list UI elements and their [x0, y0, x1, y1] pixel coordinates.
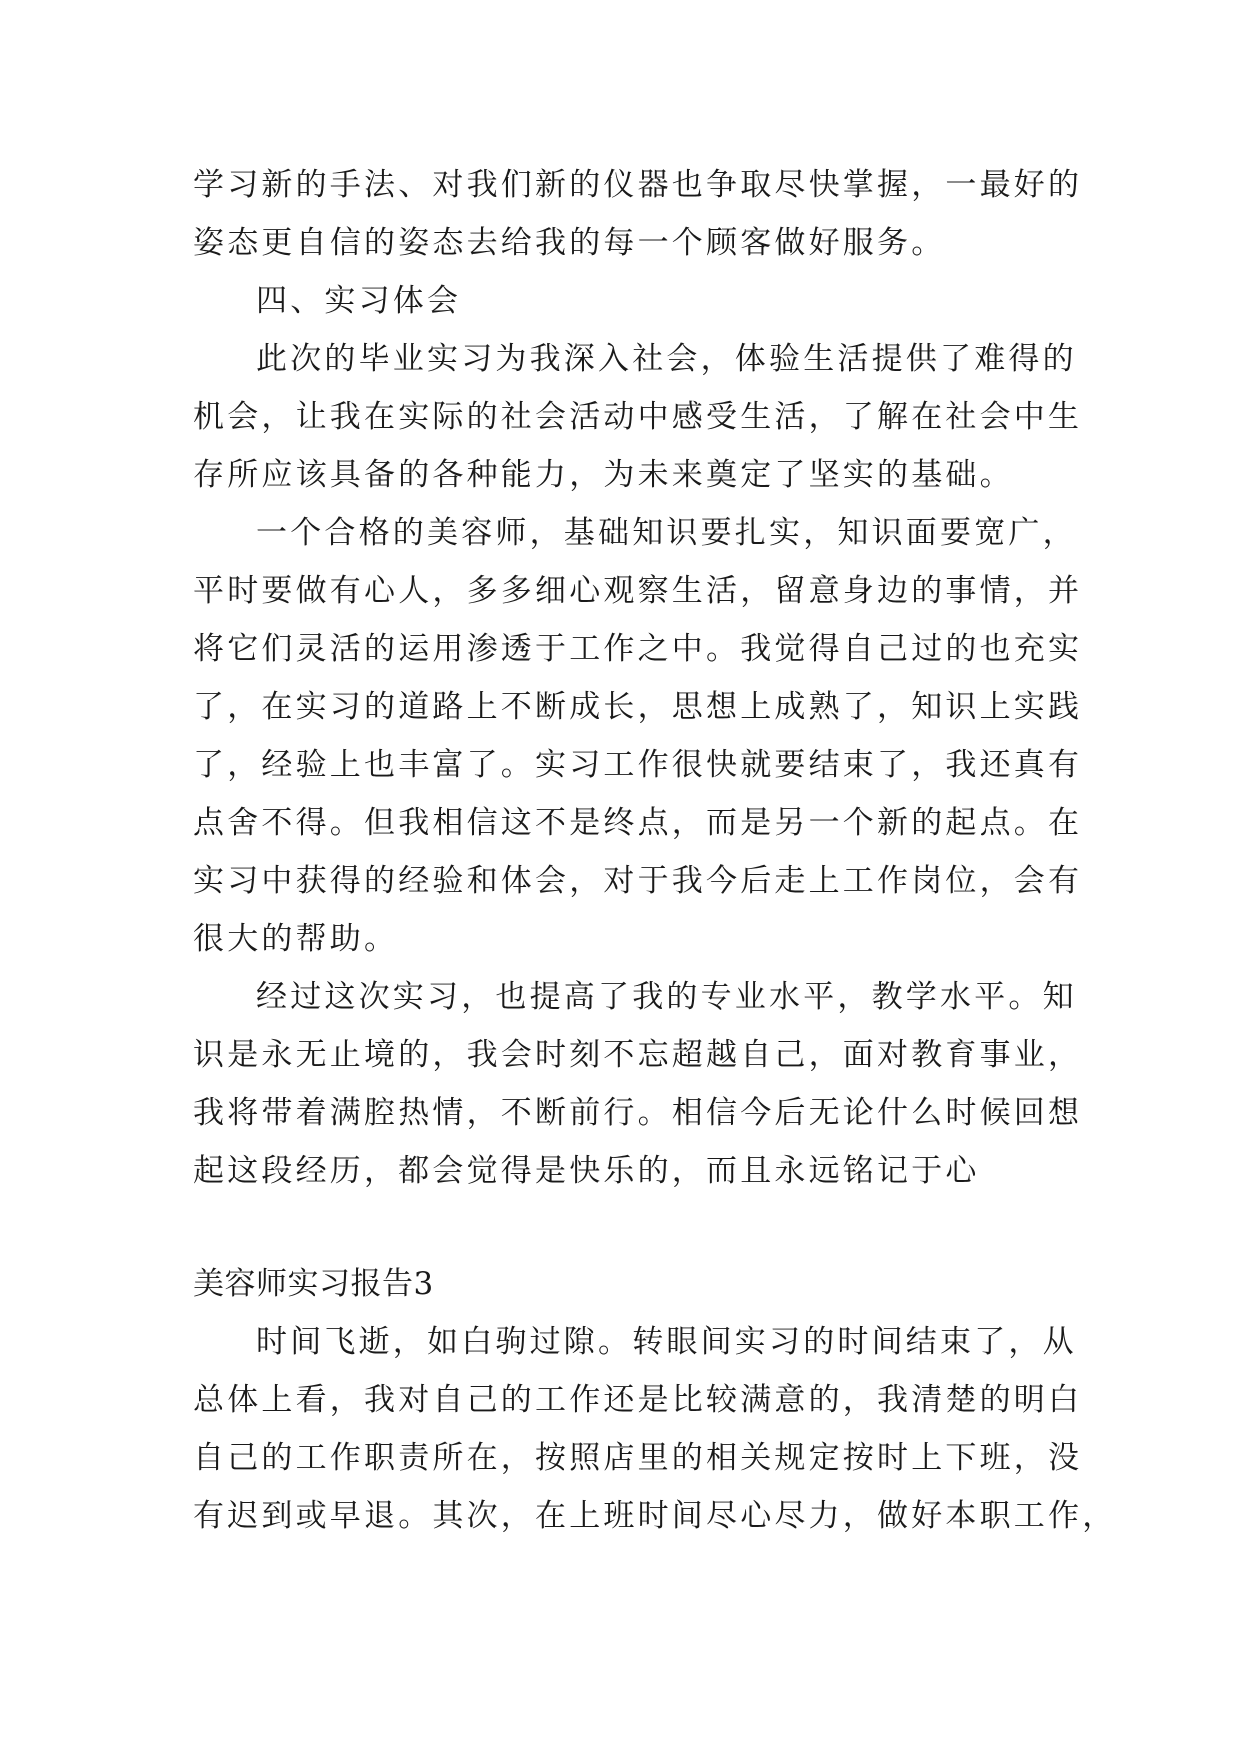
paragraph-line: 自己的工作职责所在，按照店里的相关规定按时上下班，没 — [193, 1440, 1083, 1476]
paragraph-line: 了，经验上也丰富了。实习工作很快就要结束了，我还真有 — [193, 747, 1083, 783]
paragraph-line: 机会，让我在实际的社会活动中感受生活，了解在社会中生 — [193, 399, 1083, 435]
paragraph-line: 起这段经历，都会觉得是快乐的，而且永远铭记于心 — [193, 1153, 980, 1189]
paragraph-line: 总体上看，我对自己的工作还是比较满意的，我清楚的明白 — [193, 1382, 1083, 1418]
paragraph-line: 存所应该具备的各种能力，为未来奠定了坚实的基础。 — [193, 457, 1014, 493]
paragraph-line: 此次的毕业实习为我深入社会，体验生活提供了难得的 — [256, 341, 1077, 377]
paragraph-line: 时间飞逝，如白驹过隙。转眼间实习的时间结束了，从 — [256, 1324, 1077, 1360]
paragraph-line: 学习新的手法、对我们新的仪器也争取尽快掌握，一最好的 — [193, 167, 1083, 203]
section-heading: 四、实习体会 — [256, 283, 462, 319]
report-title: 美容师实习报告3 — [193, 1266, 434, 1302]
paragraph-line: 经过这次实习，也提高了我的专业水平，教学水平。知 — [256, 979, 1077, 1015]
paragraph-line: 点舍不得。但我相信这不是终点，而是另一个新的起点。在 — [193, 805, 1083, 841]
paragraph-line: 一个合格的美容师，基础知识要扎实，知识面要宽广， — [256, 515, 1077, 551]
paragraph-line: 识是永无止境的，我会时刻不忘超越自己，面对教育事业， — [193, 1037, 1083, 1073]
paragraph-line: 有迟到或早退。其次，在上班时间尽心尽力，做好本职工作， — [193, 1498, 1117, 1534]
paragraph-line: 很大的帮助。 — [193, 921, 399, 957]
paragraph-line: 了，在实习的道路上不断成长，思想上成熟了，知识上实践 — [193, 689, 1083, 725]
paragraph-line: 姿态更自信的姿态去给我的每一个顾客做好服务。 — [193, 225, 946, 261]
paragraph-line: 我将带着满腔热情，不断前行。相信今后无论什么时候回想 — [193, 1095, 1083, 1131]
paragraph-line: 将它们灵活的运用渗透于工作之中。我觉得自己过的也充实 — [193, 631, 1083, 667]
paragraph-line: 平时要做有心人，多多细心观察生活，留意身边的事情，并 — [193, 573, 1083, 609]
paragraph-line: 实习中获得的经验和体会，对于我今后走上工作岗位，会有 — [193, 863, 1083, 899]
